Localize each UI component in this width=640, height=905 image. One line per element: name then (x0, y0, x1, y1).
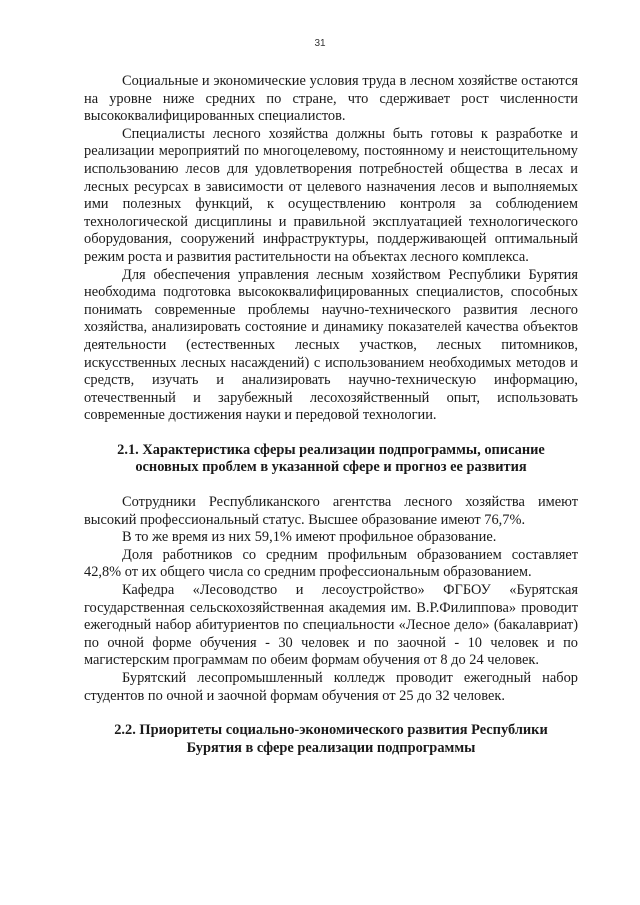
paragraph-staff-status: Сотрудники Республиканского агентства лесного хозяйства имеют высокий профессиональный статус. Высшее образование имеют 76,7%. (84, 494, 578, 528)
section-heading-2-1-line1: 2.1. Характеристика сферы реализации подпрограммы, описание (117, 441, 545, 458)
section-heading-2-2-line1: 2.2. Приоритеты социально-экономического развития Республики (114, 722, 548, 739)
section-heading-2-1-line2: основных проблем в указанной сфере и прогноз ее развития (135, 459, 527, 476)
section-heading-2-2 (84, 722, 578, 757)
paragraph-college-admission: Бурятский лесопромышленный колледж проводит ежегодный набор студентов по очной и заочной формам обучения от 25 до 32 человек. (84, 670, 578, 704)
document-body (84, 73, 578, 757)
section-heading-2-2-line2: Бурятия в сфере реализации подпрограммы (186, 739, 476, 756)
paragraph-profile-education: В то же время из них 59,1% имеют профильное образование. (122, 529, 497, 546)
paragraph-specialists-readiness: Специалисты лесного хозяйства должны быть готовы к разработке и реализации мероприятий по многоцелевому, постоянному и неистощительному использованию лесов для удовлетворения потребностей общества в лесах и лесных ресурсах в зависимости от целевого назначения лесов и выполняемых ими полезных функций, к осуществлению контроля за соблюдением технологической дисциплины и правильной эксплуатацией технологического оборудования, сооружений инфраструктуры, поддерживающей оптимальный режим роста и развития растительности на объектах лесного комплекса. (84, 125, 578, 265)
paragraph-labor-conditions: Социальные и экономические условия труда в лесном хозяйстве остаются на уровне ниже средних по стране, что сдерживает рост численности высококвалифицированных специалистов. (84, 73, 578, 125)
page-number: 31 (314, 38, 326, 49)
section-heading-2-1 (84, 442, 578, 477)
paragraph-management-training: Для обеспечения управления лесным хозяйством Республики Бурятия необходима подготовка высококвалифицированных специалистов, способных понимать современные проблемы научно-технического развития лесного хозяйства, анализировать состояние и динамику показателей качества объектов деятельности (естественных лесных участков, лесных питомников, искусственных лесных насаждений) с использованием необходимых методов и средств, изучать и анализировать научно-техническую информацию, отечественный и зарубежный лесохозяйственный опыт, использовать современные достижения науки и передовой технологии. (84, 266, 578, 424)
paragraph-department-admission: Кафедра «Лесоводство и лесоустройство» ФГБОУ «Бурятская государственная сельскохозяйственная академия им. В.Р.Филиппова» проводит ежегодный набор абитуриентов по специальности «Лесное дело» (бакалавриат) по очной форме обучения - 30 человек и по заочной - 10 человек и по магистерским программам по обеим формам обучения от 8 до 24 человек. (84, 582, 578, 669)
paragraph-secondary-education: Доля работников со средним профильным образованием составляет 42,8% от их общего числа со средним профессиональным образованием. (84, 546, 578, 581)
